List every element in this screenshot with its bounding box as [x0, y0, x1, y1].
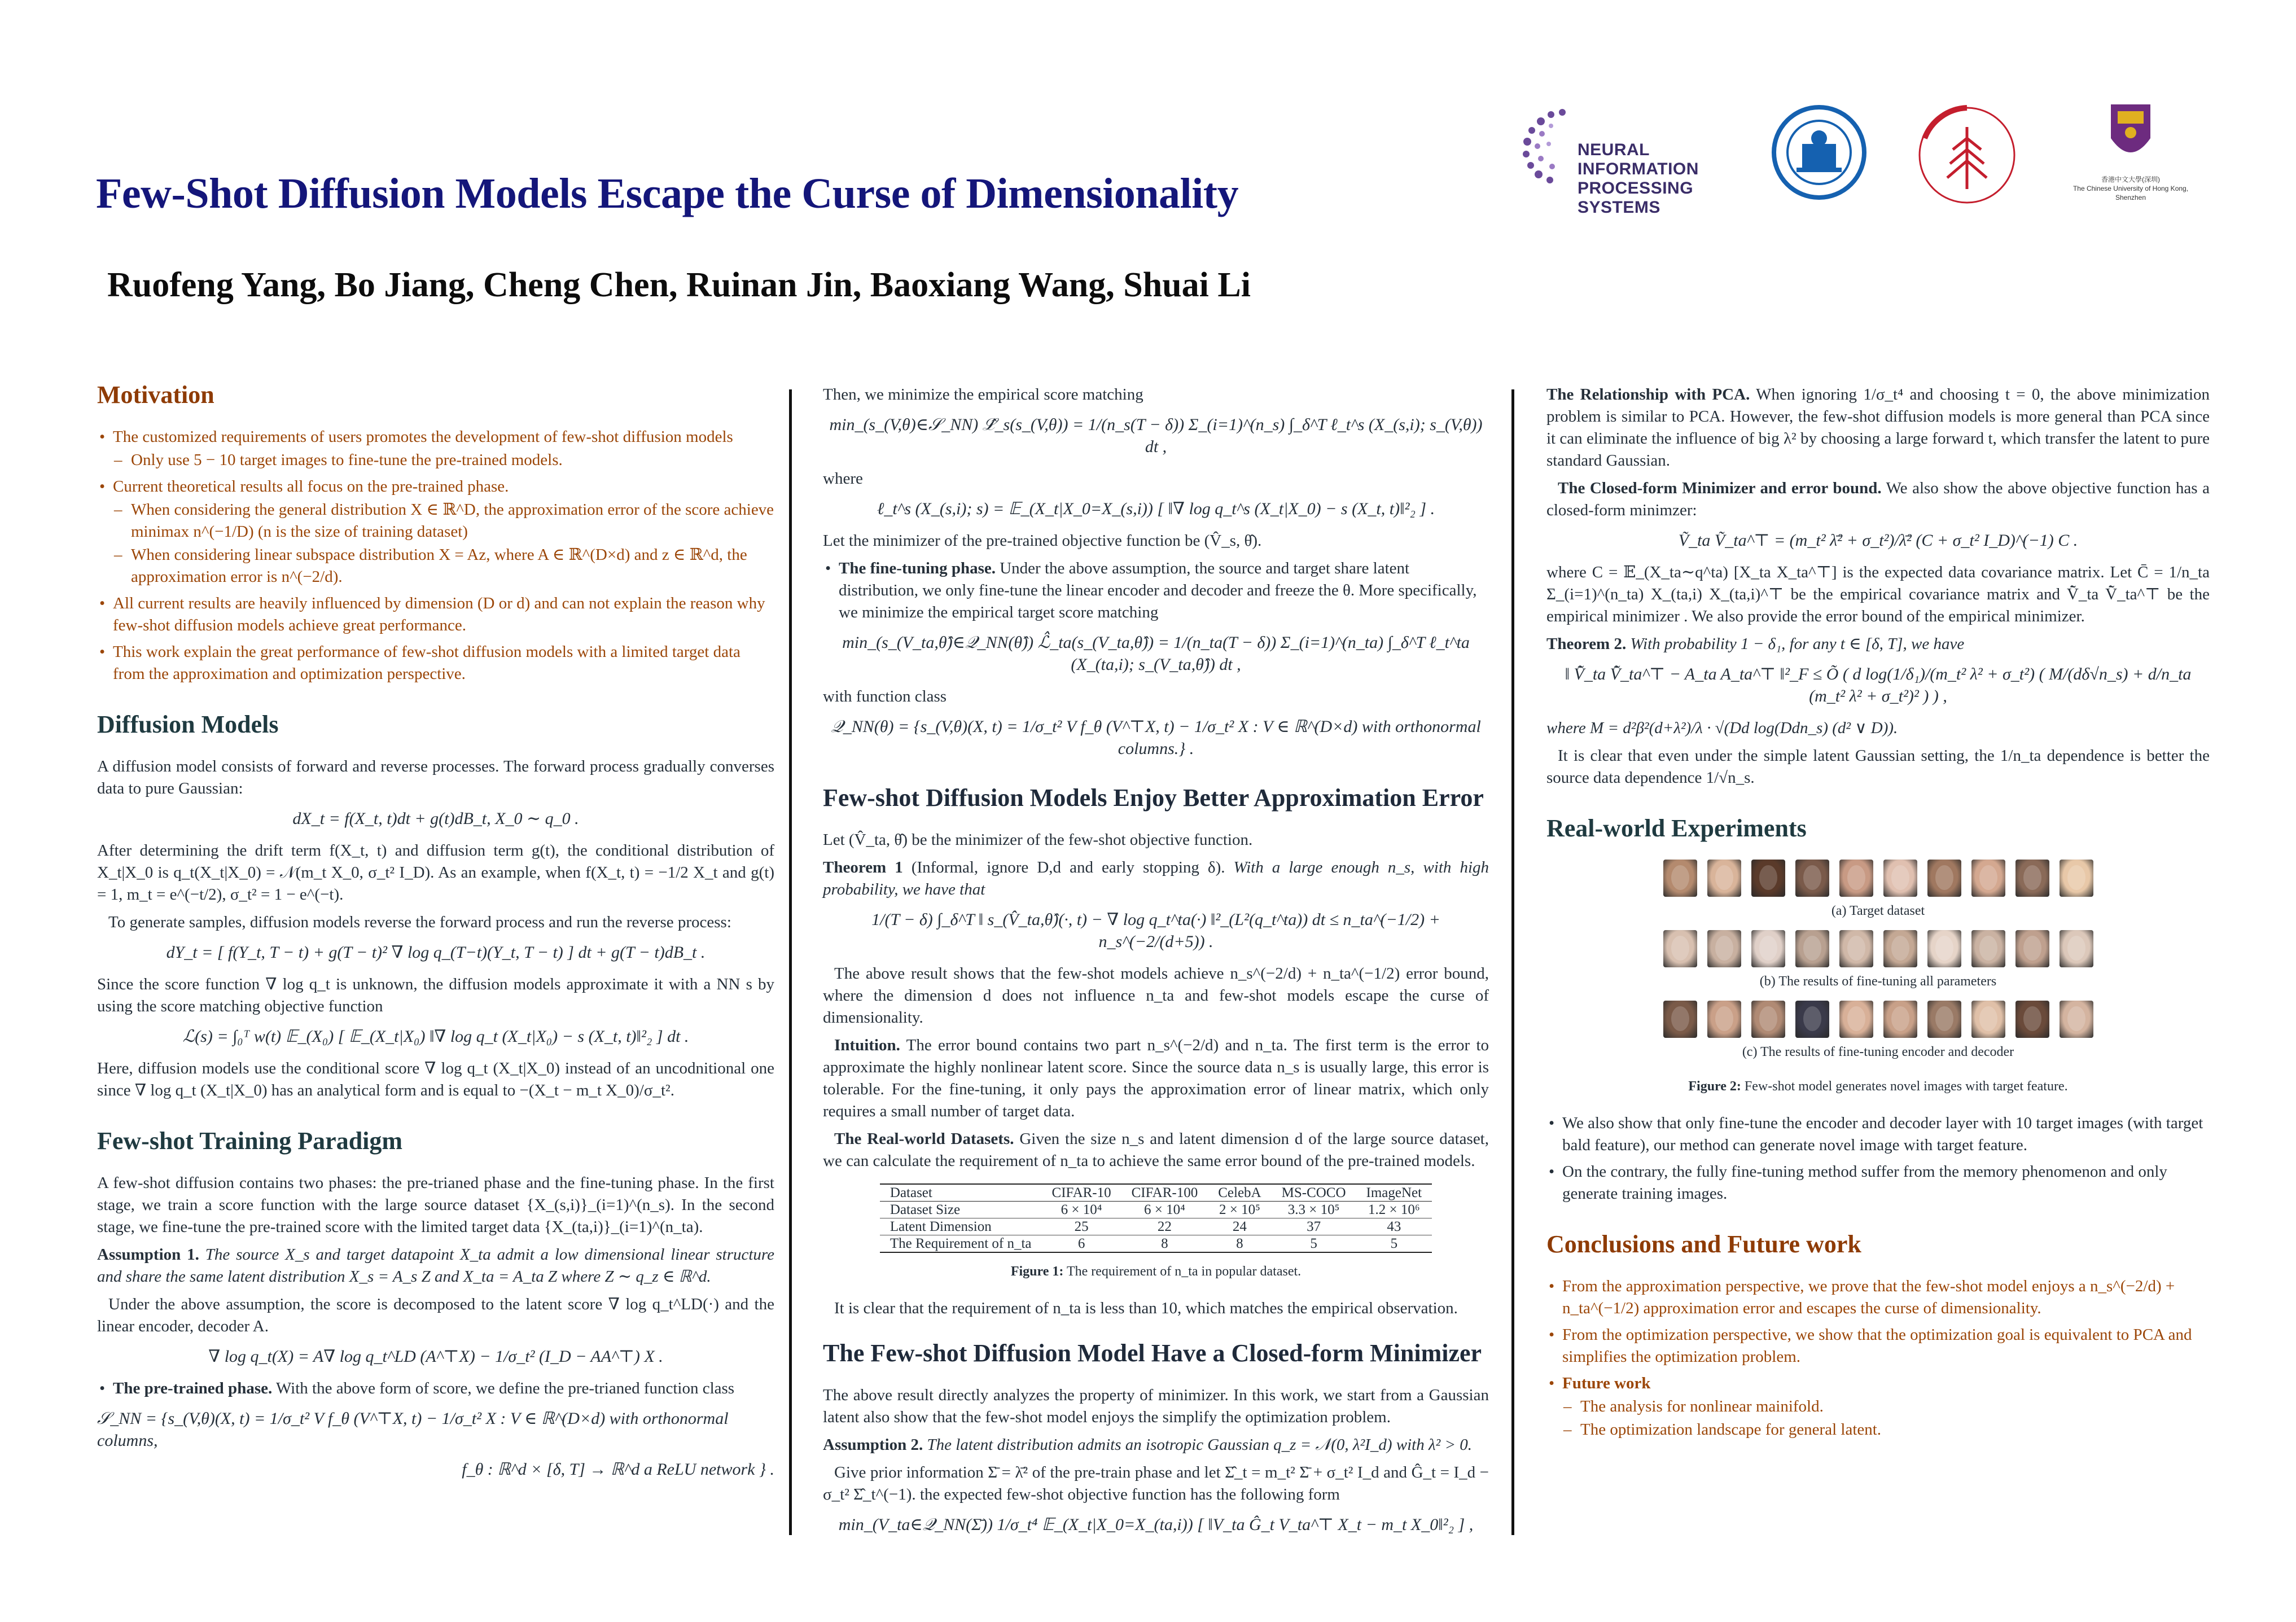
closed-form-heading: The Few-shot Diffusion Model Have a Closed-form Minimizer — [823, 1339, 1482, 1367]
face-thumbnail — [1795, 930, 1829, 967]
face-thumbnail — [1883, 860, 1917, 897]
equation: ∇ log q_t(X) = A∇ log q_t^LD (A^⊤X) − 1/σ_t² (I_D − AA^⊤) X . — [208, 1347, 663, 1366]
face-thumbnail — [1663, 930, 1697, 967]
author-list: Ruofeng Yang, Bo Jiang, Cheng Chen, Ruinan Jin, Baoxiang Wang, Shuai Li — [107, 266, 1251, 304]
face-thumbnail — [1707, 930, 1741, 967]
list-item: • Current theoretical results all focus on the pre-trained phase. – When considering the general distribution X ∈ ℝ^D, the approximation error of the score achieve minimax n^(−1/D) (n is the size of training dataset) – When considering linear subspace distribution X = Az, where A ∈ ℝ^(D×d) and z ∈ ℝ^d, the approximation error is n^(−2/d). — [113, 476, 774, 588]
face-thumbnail — [1707, 1001, 1741, 1038]
pretrain-list — [97, 1378, 774, 1400]
table-cell: 2 × 10⁵ — [1208, 1202, 1271, 1218]
table-cell: 3.3 × 10⁵ — [1272, 1202, 1356, 1218]
table-cell: 8 — [1121, 1235, 1208, 1253]
face-row-encoder-decoder — [1546, 1001, 2210, 1038]
table-cell: 6 — [1042, 1235, 1121, 1253]
table-cell: The Requirement of n_ta — [880, 1235, 1042, 1253]
equation: 1/(T − δ) ∫_δ^T ‖ s_(V̂_ta,θ̂)(·, t) − ∇ log q_t^ta(·) ‖²_(L²(q_t^ta)) dt ≤ n_ta^(−1/2) + n_s^(−2/(d+5)) . — [871, 910, 1440, 951]
equation: ℒ(s) = ∫₀ᵀ w(t) 𝔼_(X₀) [ 𝔼_(X_t|X₀) ‖∇ log q_t (X_t|X₀) − s (X_t, t)‖²₂ ] dt . — [182, 1027, 689, 1046]
equation: 𝒮_NN = {s_(V,θ)(X, t) = 1/σ_t² V f_θ (V^⊤X, t) − 1/σ_t² X : V ∈ ℝ^(D×d) with orthonormal columns, — [97, 1409, 729, 1450]
table-cell: 24 — [1208, 1218, 1271, 1235]
face-thumbnail — [1795, 1001, 1829, 1038]
list-item: • On the contrary, the fully fine-tuning method suffer from the memory phenomenon and only generate training images. — [1562, 1161, 2210, 1205]
table-header-cell: CIFAR-10 — [1042, 1184, 1121, 1202]
approx-heading: Few-shot Diffusion Models Enjoy Better Approximation Error — [823, 784, 1484, 812]
assumption-2: Assumption 2. The latent distribution admits an isotropic Gaussian q_z = 𝒩(0, λ²I_d) with λ² > 0. — [823, 1436, 1473, 1454]
experiments-heading: Real-world Experiments — [1546, 814, 1807, 842]
finetune-list — [823, 558, 1489, 624]
ecnu-logo — [1913, 104, 2021, 209]
list-item: – When considering linear subspace distribution X = Az, where A ∈ ℝ^(D×d) and z ∈ ℝ^d, the approximation error is n^(−2/d). — [131, 544, 774, 588]
paragraph: A diffusion model consists of forward and reverse processes. The forward process gradually converses data to pure Gaussian: — [97, 757, 774, 797]
face-thumbnail — [2015, 930, 2049, 967]
requirement-table — [880, 1183, 1432, 1253]
table-cell: 1.2 × 10⁶ — [1356, 1202, 1432, 1218]
cuhk-name-cn: 香港中文大學(深圳) — [2101, 176, 2160, 183]
paragraph: It is clear that the requirement of n_ta is less than 10, which matches the empirical observation. — [834, 1299, 1458, 1317]
face-thumbnail — [1883, 1001, 1917, 1038]
face-thumbnail — [1663, 860, 1697, 897]
conclusions-list — [1546, 1275, 2210, 1441]
list-item: • This work explain the great performance of few-shot diffusion models with a limited target data from the approximation and optimization perspective. — [113, 641, 774, 685]
face-thumbnail — [1971, 930, 2005, 967]
face-thumbnail — [1839, 930, 1873, 967]
table-header-cell: MS-COCO — [1272, 1184, 1356, 1202]
table-header-cell: CelebA — [1208, 1184, 1271, 1202]
paragraph: To generate samples, diffusion models reverse the forward process and run the reverse process: — [108, 913, 731, 931]
paragraph: The Relationship with PCA. When ignoring 1/σ_t⁴ and choosing t = 0, the above minimization problem is similar to PCA. However, the few-shot diffusion models is more general than PCA since it can eliminate the influence of big λ² by choosing a large forward t, which transfer the latent to pure standard Gaussian. — [1546, 385, 2210, 470]
paragraph: The above result shows that the few-shot models achieve n_s^(−2/d) + n_ta^(−1/2) error bound, where the dimension d does not influence n_ta and few-shot models escape the curse of dimensionality. — [823, 965, 1489, 1027]
table-header-row — [880, 1184, 1432, 1202]
table-cell: Latent Dimension — [880, 1218, 1042, 1235]
equation: min_(s_(V_ta,θ̂)∈𝒬_NN(θ̂)) ℒ̂_ta(s_(V_ta,θ̂)) = 1/(n_ta(T − δ)) Σ_(i=1)^(n_ta) ∫_δ^T ℓ_t^ta (X_(ta,i); s_(V_ta,θ̂)) dt , — [842, 633, 1470, 674]
paragraph: The Closed-form Minimizer and error bound. We also show the above objective function has a closed-form minimzer: — [1546, 479, 2210, 519]
table-cell: 37 — [1272, 1218, 1356, 1235]
table-cell: 5 — [1356, 1235, 1432, 1253]
paragraph: After determining the drift term f(X_t, t) and diffusion term g(t), the conditional distribution of X_t|X_0 is q_t(X_t|X_0) = 𝒩(m_t X_0, σ_t² I_D). As an example, when f(X_t, t) = −1/2 X_t and g(t) = 1, m_t = e^(−t/2), σ_t² = 1 − e^(−t). — [97, 841, 774, 904]
face-thumbnail — [2015, 1001, 2049, 1038]
table-header-cell: ImageNet — [1356, 1184, 1432, 1202]
face-thumbnail — [1751, 930, 1785, 967]
row-caption: (a) Target dataset — [1831, 904, 1925, 918]
face-thumbnail — [2060, 930, 2093, 967]
equation: Ṽ_ta Ṽ_ta^⊤ = (m_t² λ̄² + σ_t²)/λ̄² (C + σ_t² I_D)^(−1) C . — [1678, 531, 2078, 550]
row-caption: (c) The results of fine-tuning encoder and decoder — [1742, 1045, 2014, 1059]
list-item: – Only use 5 − 10 target images to fine-tune the pre-trained models. — [131, 449, 774, 471]
motivation-heading: Motivation — [97, 381, 214, 409]
theorem-1: Theorem 1 (Informal, ignore D,d and early stopping δ). With a large enough n_s, with high probability, we have that — [823, 858, 1489, 898]
face-thumbnail — [2060, 1001, 2093, 1038]
list-item: • The pre-trained phase. With the above form of score, we define the pre-trianed function class — [113, 1378, 774, 1400]
face-row-full-finetune — [1546, 930, 2210, 967]
experiments-list — [1546, 1112, 2210, 1205]
table-row — [880, 1235, 1432, 1253]
poster-title: Few-Shot Diffusion Models Escape the Curse of Dimensionality — [96, 170, 1239, 217]
cuhk-crest-icon — [2066, 99, 2196, 172]
face-row-target — [1546, 860, 2210, 897]
paragraph: Let (V̂_ta, θ̂) be the minimizer of the few-shot objective function. — [823, 831, 1253, 849]
list-item: • All current results are heavily influenced by dimension (D or d) and can not explain the reason why few-shot diffusion models achieve great performance. — [113, 593, 774, 637]
paragraph: A few-shot diffusion contains two phases: the pre-trianed phase and the fine-tuning phase. In the first stage, we train a score function with the large source dataset {X_(s,i)}_(i=1)^(n_s). In the second stage, we fine-tune the pre-trained score with the limited target data {X_(ta,i)}_(i=1)^(n_ta). — [97, 1174, 774, 1236]
paragraph: The above result directly analyzes the property of minimizer. In this work, we start from a Gaussian latent also show that the few-shot model enjoys the simplify the optimization problem. — [823, 1386, 1489, 1426]
row-caption: (b) The results of fine-tuning all parameters — [1759, 974, 1997, 989]
table-cell: 6 × 10⁴ — [1042, 1202, 1121, 1218]
equation: f_θ : ℝ^d × [δ, T] → ℝ^d a ReLU network } . — [462, 1460, 774, 1479]
assumption-1: Assumption 1. The source X_s and target datapoint X_ta admit a low dimensional linear structure and share the same latent distribution X_s = A_s Z and X_ta = A_ta Z where Z ∼ q_z ∈ ℝ^d. — [97, 1246, 774, 1286]
cuhk-logo — [2066, 99, 2196, 212]
equation: min_(V_ta∈𝒬_NN(Σ̄)) 1/σ_t⁴ 𝔼_(X_t|X_0=X_(ta,i)) [ ‖V_ta Ĝ_t V_ta^⊤ X_t − m_t X_0‖²₂ ] , — [838, 1515, 1474, 1534]
figure-1-caption: Figure 1: The requirement of n_ta in popular dataset. — [1010, 1264, 1302, 1279]
column-2 — [823, 384, 1489, 1546]
theorem-2: Theorem 2. With probability 1 − δ₁, for any t ∈ [δ, T], we have — [1546, 635, 1965, 653]
paragraph: where — [823, 470, 863, 488]
table-cell: 25 — [1042, 1218, 1121, 1235]
paragraph: where C = 𝔼_(X_ta∼q^ta) [X_ta X_ta^⊤] is the expected data covariance matrix. Let C̄ = 1/n_ta Σ_(i=1)^(n_ta) X_(ta,i) X_(ta,i)^⊤ be the empirical covariance matrix and V̄̃_ta V̄̃_ta^⊤ be the empirical minimizer . We also provide the error bound of the empirical minimizer. — [1546, 563, 2210, 625]
face-thumbnail — [1883, 930, 1917, 967]
face-thumbnail — [1971, 860, 2005, 897]
list-item: • From the approximation perspective, we prove that the few-shot model enjoys a n_s^(−2/d) + n_ta^(−1/2) approximation error and escapes the curse of dimensionality. — [1562, 1275, 2210, 1319]
face-thumbnail — [1839, 860, 1873, 897]
motivation-list — [97, 426, 774, 685]
equation: min_(s_(V,θ)∈𝒮_NN) ℒ̂_s(s_(V,θ)) = 1/(n_s(T − δ)) Σ_(i=1)^(n_s) ∫_δ^T ℓ_t^s (X_(s,i); s_(V,θ)) dt , — [829, 415, 1483, 456]
face-thumbnail — [2015, 860, 2049, 897]
conclusions-heading: Conclusions and Future work — [1546, 1230, 1861, 1258]
face-thumbnail — [1927, 1001, 1961, 1038]
paragraph: Here, diffusion models use the conditional score ∇ log q_t (X_t|X_0) instead of an uncodnitional one since ∇ log q_t (X_t|X_0) has an analytical form and is equal to −(X_t − m_t X_0)/σ_t². — [97, 1059, 774, 1099]
paragraph: Intuition. The error bound contains two part n_s^(−2/d) and n_ta. The first term is the error to approximate the highly nonlinear latent score. Since the source data n_s is usually large, this error is tolerable. For the fine-tuning, it only pays the approximation error of linear matrix, which only requires a small number of target data. — [823, 1036, 1489, 1120]
paragraph: with function class — [823, 687, 947, 705]
column-3 — [1546, 384, 2210, 1446]
equation: dX_t = f(X_t, t)dt + g(t)dB_t, X_0 ∼ q_0 . — [292, 809, 579, 828]
face-thumbnail — [1927, 860, 1961, 897]
list-item: • We also show that only fine-tune the encoder and decoder layer with 10 target images (with target bald feature), our method can generate novel image with target feature. — [1562, 1112, 2210, 1156]
list-item: – When considering the general distribution X ∈ ℝ^D, the approximation error of the score achieve minimax n^(−1/D) (n is the size of training dataset) — [131, 499, 774, 543]
table-header-cell: CIFAR-100 — [1121, 1184, 1208, 1202]
list-item: • The customized requirements of users promotes the development of few-shot diffusion models – Only use 5 − 10 target images to fine-tune the pre-trained models. — [113, 426, 774, 471]
face-thumbnail — [1795, 860, 1829, 897]
sjtu-logo — [1771, 104, 1867, 203]
ecnu-emblem-icon — [1913, 104, 2021, 206]
neurips-line1: NEURAL INFORMATION — [1578, 141, 1699, 178]
diffusion-heading: Diffusion Models — [97, 711, 279, 738]
paradigm-heading: Few-shot Training Paradigm — [97, 1127, 403, 1155]
face-thumbnail — [1751, 860, 1785, 897]
table-cell: 6 × 10⁴ — [1121, 1202, 1208, 1218]
paragraph: Under the above assumption, the score is decomposed to the latent score ∇ log q_t^LD(·) and the linear encoder, decoder A. — [97, 1295, 774, 1335]
paragraph: Let the minimizer of the pre-trained objective function be (V̂_s, θ̂). — [823, 532, 1262, 550]
equation: dY_t = [ f(Y_t, T − t) + g(T − t)² ∇ log q_(T−t)(Y_t, T − t) ] dt + g(T − t)dB_t . — [166, 943, 706, 962]
paragraph: It is clear that even under the simple latent Gaussian setting, the 1/n_ta dependence is better the source data dependence 1/√n_s. — [1546, 747, 2210, 787]
column-divider-1 — [789, 389, 792, 1535]
table-cell: 8 — [1208, 1235, 1271, 1253]
figure-2-caption: Figure 2: Few-shot model generates novel images with target feature. — [1688, 1079, 2068, 1094]
paragraph: The Real-world Datasets. Given the size n_s and latent dimension d of the large source dataset, we can calculate the requirement of n_ta to achieve the same error bound of the pre-trained models. — [823, 1130, 1489, 1170]
list-item: • Future work – The analysis for nonlinear mainifold. – The optimization landscape for general latent. — [1562, 1373, 2210, 1441]
equation: 𝒬_NN(θ) = {s_(V,θ)(X, t) = 1/σ_t² V f_θ (V^⊤X, t) − 1/σ_t² X : V ∈ ℝ^(D×d) with orthonormal columns.} . — [831, 717, 1481, 758]
paragraph: where M = d²β²(d+λ²)/λ · √(Dd log(Ddn_s) (d² ∨ D)). — [1546, 719, 1898, 737]
paragraph: Then, we minimize the empirical score matching — [823, 385, 1143, 404]
face-thumbnail — [1839, 1001, 1873, 1038]
face-thumbnail — [1751, 1001, 1785, 1038]
face-thumbnail — [2060, 860, 2093, 897]
neurips-logo — [1518, 104, 1755, 217]
paragraph: Since the score function ∇ log q_t is unknown, the diffusion models approximate it with a NN s by using the score matching objective function — [97, 975, 774, 1015]
equation: ‖ V̄̃_ta V̄̃_ta^⊤ − A_ta A_ta^⊤ ‖²_F ≤ Õ ( d log(1/δ₁)/(m_t² λ² + σ_t²) ( M/(dδ√n_s) + d/n_ta (m_t² λ² + σ_t²)² ) ) , — [1565, 665, 2192, 705]
table-row — [880, 1202, 1432, 1218]
list-item: – The analysis for nonlinear mainifold. — [1580, 1396, 2210, 1418]
face-thumbnail — [1707, 860, 1741, 897]
table-cell: 43 — [1356, 1218, 1432, 1235]
list-item: • The fine-tuning phase. Under the above assumption, the source and target share latent distribution, we only fine-tune the linear encoder and decoder and freeze the θ. More specifically, we minimize the empirical target score matching — [839, 558, 1489, 624]
face-thumbnail — [1971, 1001, 2005, 1038]
table-header-cell: Dataset — [880, 1184, 1042, 1202]
list-item: – The optimization landscape for general latent. — [1580, 1419, 2210, 1441]
table-cell: Dataset Size — [880, 1202, 1042, 1218]
neurips-line2: PROCESSING SYSTEMS — [1578, 179, 1694, 217]
cuhk-name-en: The Chinese University of Hong Kong, Shenzhen — [2072, 185, 2189, 201]
sjtu-seal-icon — [1771, 104, 1867, 200]
column-divider-2 — [1511, 389, 1514, 1535]
table-cell: 5 — [1272, 1235, 1356, 1253]
face-thumbnail — [1927, 930, 1961, 967]
table-cell: 22 — [1121, 1218, 1208, 1235]
face-thumbnail — [1663, 1001, 1697, 1038]
column-1 — [97, 381, 774, 1491]
table-row — [880, 1218, 1432, 1235]
list-item: • From the optimization perspective, we show that the optimization goal is equivalent to PCA and simplifies the optimization problem. — [1562, 1324, 2210, 1368]
paragraph: Give prior information Σ̄ = λ̄² of the pre-train phase and let Σ̂_t = m_t² Σ̄ + σ_t² I_d and Ĝ_t = I_d − σ_t² Σ̂_t^(−1). the expected few-shot objective function has the following form — [823, 1463, 1489, 1503]
equation: ℓ_t^s (X_(s,i); s) = 𝔼_(X_t|X_0=X_(s,i)) [ ‖∇ log q_t^s (X_t|X_0) − s (X_t, t)‖²₂ ] . — [877, 499, 1435, 518]
